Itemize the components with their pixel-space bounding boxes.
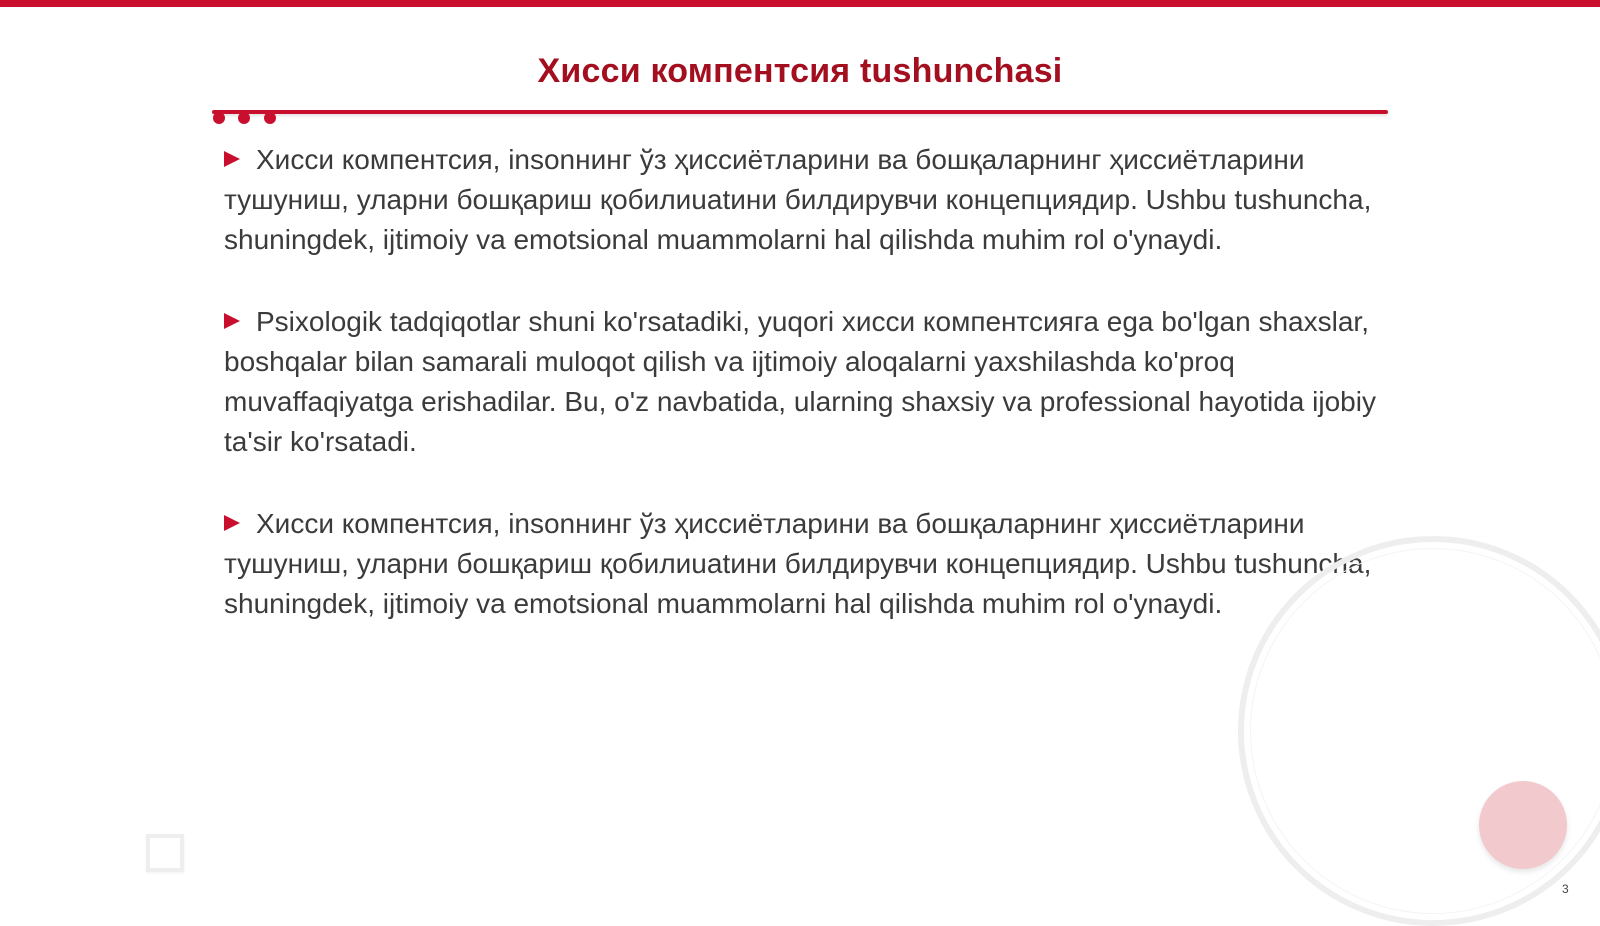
title-underline <box>212 110 1388 114</box>
triangle-right-icon <box>224 151 240 167</box>
decorative-dot <box>213 112 225 124</box>
decorative-square <box>146 834 184 872</box>
page-number: 3 <box>1562 882 1569 896</box>
decorative-dot <box>264 112 276 124</box>
top-accent-bar <box>0 0 1600 7</box>
decorative-dot <box>238 112 250 124</box>
slide-title: Хисси компентсия tushunchasi <box>537 52 1063 90</box>
bullet-item <box>224 302 1384 462</box>
bullet-text: Хисси компентсия, insonнинг ўз ҳиссиётларини ва бошқаларнинг ҳиссиётларини тушуниш, уларни бошқариш қобилиuatини билдирувчи концепциядир. Ushbu tushuncha, shuningdek, ijtimoiy va emotsional muammolarni hal qilishda muhim rol o'ynaydi. <box>224 508 1372 619</box>
triangle-right-icon <box>224 515 240 531</box>
bullet-list <box>224 140 1384 666</box>
bullet-text: Psixologik tadqiqotlar shuni ko'rsatadiki, yuqori хисси компентсияга ega bo'lgan shaxslar, boshqalar bilan samarali muloqot qilish va ijtimoiy aloqalarni yaxshilashda ko'proq muvaffaqiyatga erishadilar. Bu, o'z navbatida, ularning shaxsiy va professional hayotida ijobiy ta'sir ko'rsatadi. <box>224 306 1376 457</box>
decorative-circle <box>1479 781 1567 869</box>
bullet-text: Хисси компентсия, insonнинг ўз ҳиссиётларини ва бошқаларнинг ҳиссиётларини тушуниш, уларни бошқариш қобилиuatини билдирувчи концепциядир. Ushbu tushuncha, shuningdek, ijtimoiy va emotsional muammolarni hal qilishda muhim rol o'ynaydi. <box>224 144 1372 255</box>
bullet-item <box>224 504 1384 624</box>
bullet-item <box>224 140 1384 260</box>
triangle-right-icon <box>224 313 240 329</box>
